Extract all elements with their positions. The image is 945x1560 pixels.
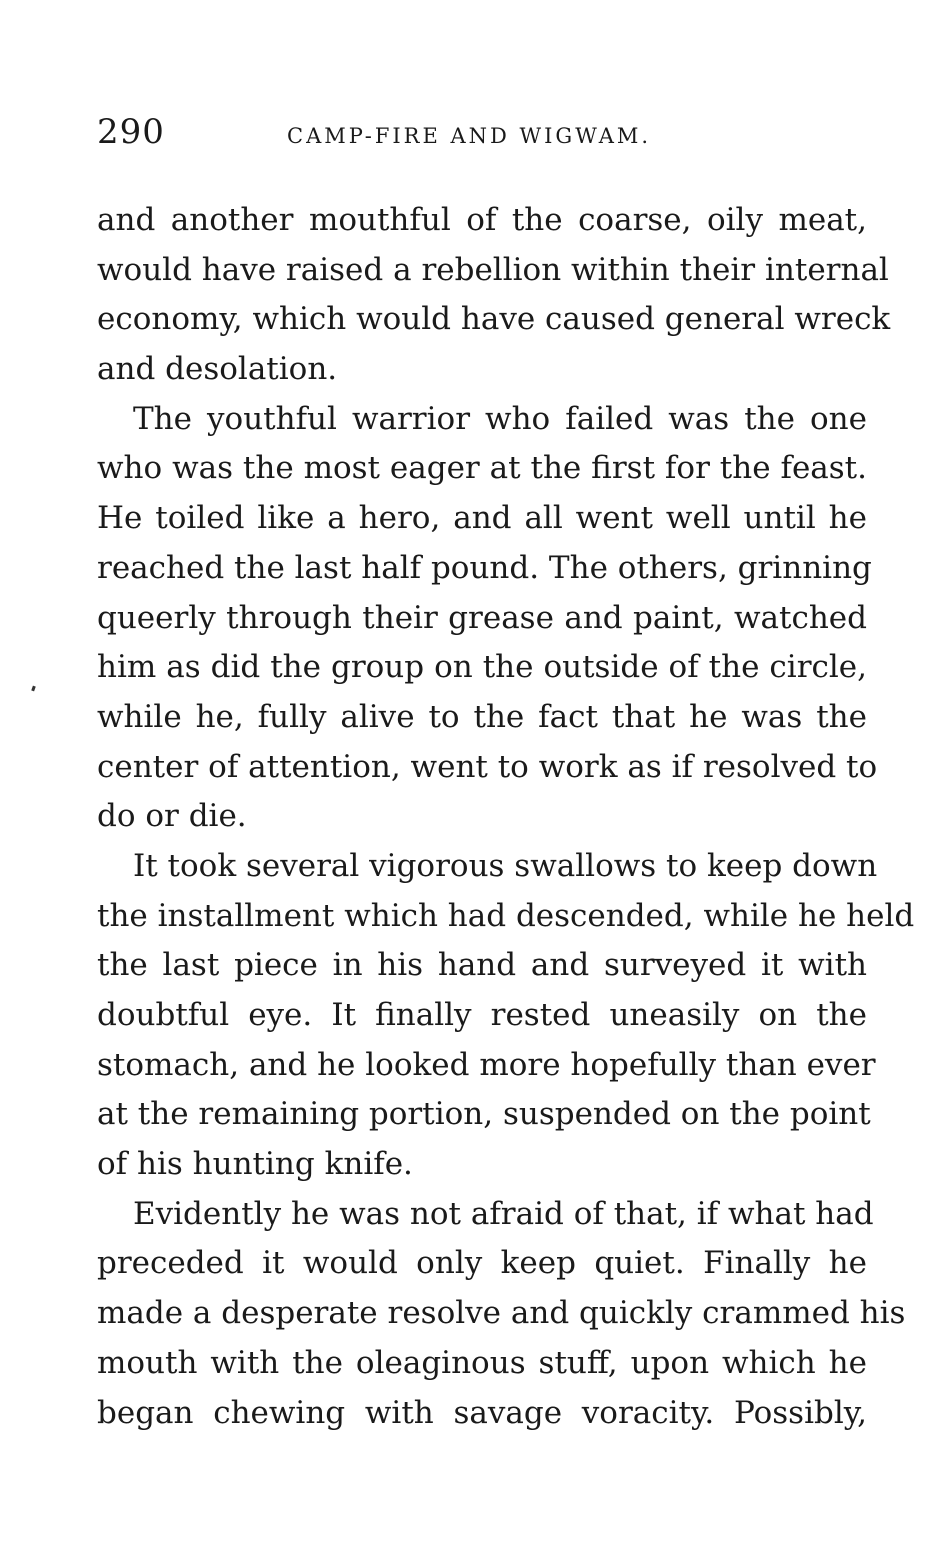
paragraph-3 bbox=[97, 842, 915, 1190]
text-line: began chewing with savage voracity. Possibly, bbox=[97, 1394, 867, 1431]
text-line: and another mouthful of the coarse, oily meat, bbox=[97, 202, 867, 238]
text-line: made a desperate resolve and quickly crammed his bbox=[97, 1295, 906, 1332]
text-line: economy, which would have caused general wreck bbox=[97, 301, 891, 338]
text-line: him as did the group on the outside of the circle, bbox=[97, 649, 867, 686]
paragraph-2 bbox=[97, 395, 878, 842]
text-line: who was the most eager at the first for the feast. bbox=[97, 450, 867, 487]
text-line: The youthful warrior who failed was the one bbox=[133, 400, 867, 437]
page-header bbox=[97, 112, 867, 162]
running-head: CAMP-FIRE AND WIGWAM. bbox=[287, 124, 652, 148]
text-line: doubtful eye. It finally rested uneasily on the bbox=[97, 997, 867, 1033]
text-line: queerly through their grease and paint, watched bbox=[97, 599, 867, 636]
stray-ink-mark bbox=[31, 686, 36, 692]
text-line: reached the last half pound. The others, grinning bbox=[97, 549, 872, 586]
text-line: Evidently he was not afraid of that, if what had bbox=[133, 1195, 874, 1232]
text-line: do or die. bbox=[97, 798, 247, 835]
text-line: stomach, and he looked more hopefully than ever bbox=[97, 1046, 876, 1083]
text-line: He toiled like a hero, and all went well until he bbox=[97, 500, 867, 537]
text-line: while he, fully alive to the fact that he was the bbox=[97, 698, 867, 735]
text-line: preceded it would only keep quiet. Finally he bbox=[97, 1245, 867, 1282]
body-text bbox=[97, 196, 915, 1438]
paragraph-1 bbox=[97, 196, 891, 395]
text-line: of his hunting knife. bbox=[97, 1146, 413, 1183]
text-line: the last piece in his hand and surveyed it with bbox=[97, 947, 867, 984]
text-line: center of attention, went to work as if resolved to bbox=[97, 748, 878, 785]
text-line: mouth with the oleaginous stuff, upon which he bbox=[97, 1344, 867, 1381]
text-line: at the remaining portion, suspended on the point bbox=[97, 1096, 871, 1133]
text-line: and desolation. bbox=[97, 351, 338, 388]
paragraph-4 bbox=[97, 1190, 906, 1438]
text-line: It took several vigorous swallows to keep down bbox=[133, 847, 878, 884]
text-line: the installment which had descended, while he held bbox=[97, 897, 915, 934]
text-line: would have raised a rebellion within their internal bbox=[97, 251, 889, 288]
page-number: 290 bbox=[97, 112, 165, 152]
